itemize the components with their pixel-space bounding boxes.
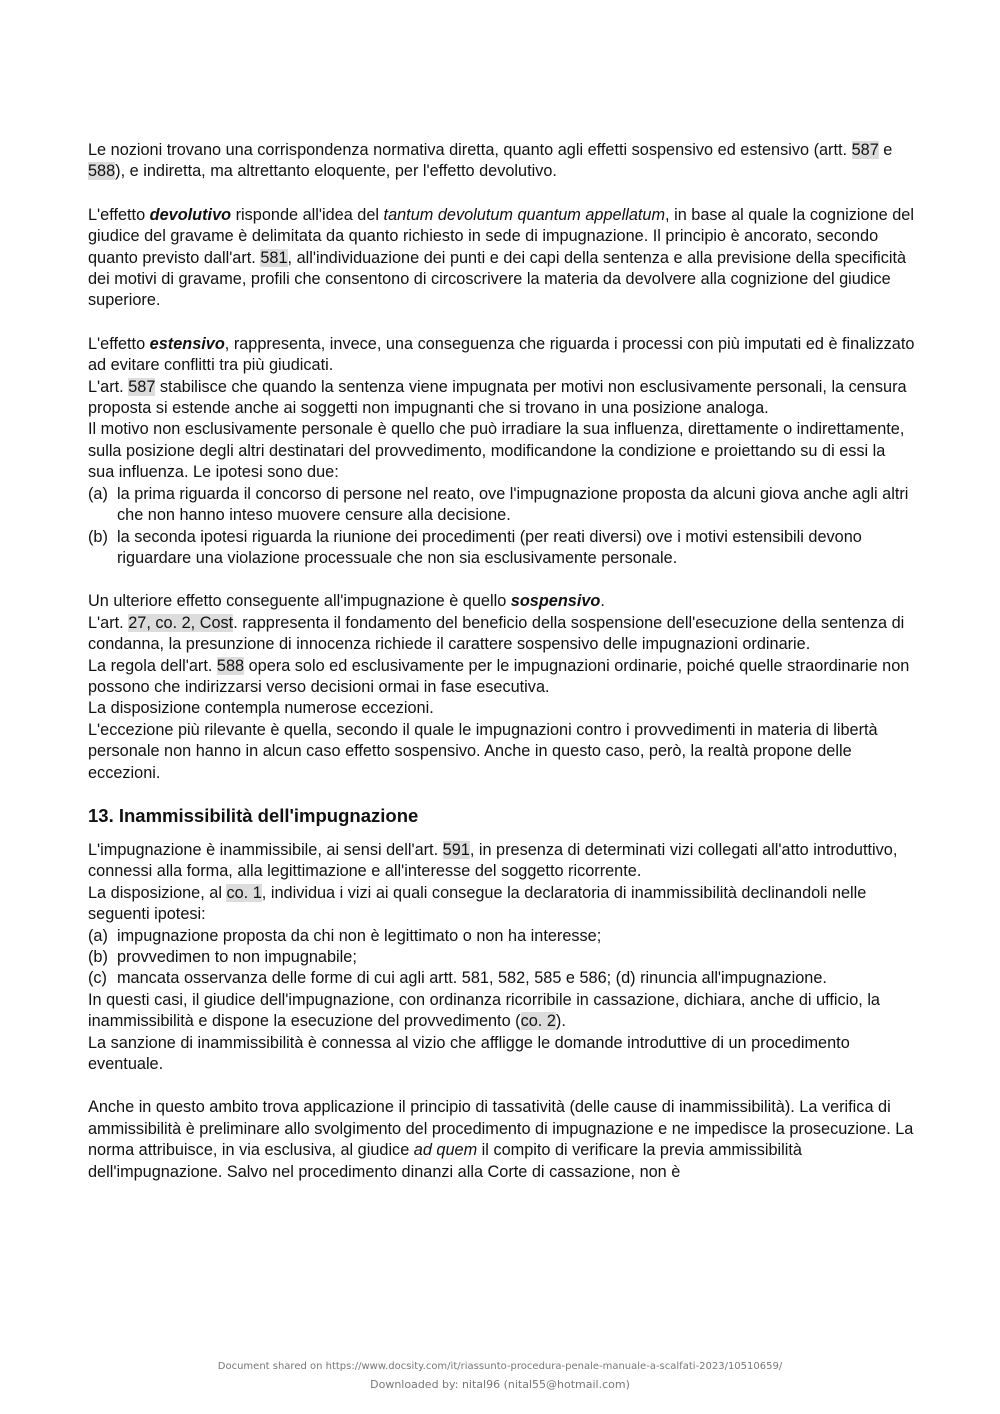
text: il compito di verificare la previa ammissibilità dell'impugnazione. Salvo nel procedimento dinanzi alla Corte di cassazione, non è	[88, 1141, 802, 1181]
text: L'effetto	[88, 205, 150, 224]
term-estensivo: estensivo	[149, 334, 225, 353]
list-text: la prima riguarda il concorso di persone nel reato, ove l'impugnazione proposta da alcuni giova anche agli altri che non hanno inteso muovere censure alla decisione.	[117, 484, 909, 525]
text: . rappresenta il fondamento del beneficio della sospensione dell'esecuzione della sentenza di condanna, la presunzione di innocenza richiede il carattere sospensivo delle impugnazioni ordinarie.	[88, 613, 905, 654]
text: .	[600, 592, 605, 611]
text: L'art.	[88, 377, 129, 396]
text: La regola dell'art.	[88, 656, 217, 675]
term-sospensivo: sospensivo	[510, 592, 601, 611]
text: In questi casi, il giudice dell'impugnazione, con ordinanza ricorribile in cassazione, dichiara, anche di ufficio, la inammissibilità e dispone la esecuzione del provvedimento (	[88, 990, 880, 1031]
latin-phrase: tantum devolutum quantum appellatum	[383, 205, 666, 224]
paragraph-motivo: Il motivo non esclusivamente personale è quello che può irradiare la sua influenza, direttamente o indirettamente, sulla posizione degli altri destinatari del provvedimento, modificandone la condizione e proiettando su di essi la sua influenza. Le ipotesi sono due:	[88, 420, 905, 482]
article-reference[interactable]: co. 1	[226, 883, 262, 902]
text: e	[878, 141, 893, 159]
list-text: impugnazione proposta da chi non è legittimato o non ha interesse;	[117, 926, 602, 945]
text: , in base al quale la cognizione del giudice del gravame è delimitata da quanto richiesto in sede di impugnazione. Il principio è ancorato, secondo quanto previsto dall'art.	[88, 205, 914, 267]
paragraph-sospensivo	[88, 591, 916, 612]
text: ).	[555, 1012, 566, 1031]
text: , rappresenta, invece, una conseguenza che riguarda i processi con più imputati ed è finalizzato ad evitare conflitti tra più giudicati.	[88, 334, 915, 375]
list-item	[88, 947, 916, 968]
text: , all'individuazione dei punti e dei capi della sentenza e alla previsione della specificità dei motivi di gravame, profili che consentono di circoscrivere la materia da devolvere alla cognizione del giudice superiore.	[88, 248, 907, 310]
text: ), e indiretta, ma altrettanto eloquente, per l'effetto devolutivo.	[115, 162, 557, 181]
paragraph-eccezioni: La disposizione contempla numerose eccezioni.	[88, 699, 434, 718]
list-label: (b)	[88, 527, 108, 546]
list-item	[88, 968, 916, 989]
article-reference[interactable]: 587	[128, 377, 156, 396]
text: opera solo ed esclusivamente per le impugnazioni ordinarie, poiché quelle straordinarie non possono che indirizzarsi verso decisioni ormai in fase esecutiva.	[88, 656, 910, 696]
paragraph-inammissibile	[88, 840, 916, 883]
article-reference[interactable]: 581	[260, 248, 288, 267]
paragraph-ordinanza	[88, 990, 916, 1033]
article-reference[interactable]: 591	[442, 840, 470, 859]
text: Le nozioni trovano una corrispondenza normativa diretta, quanto agli effetti sospensivo ed estensivo (artt.	[88, 141, 852, 159]
list-text: mancata osservanza delle forme di cui agli artt. 581, 582, 585 e 586; (d) rinuncia all'impugnazione.	[117, 969, 827, 988]
text: stabilisce che quando la sentenza viene impugnata per motivi non esclusivamente personali, la censura proposta si estende anche ai soggetti non impugnanti che si trovano in una posizione analoga.	[88, 377, 907, 418]
paragraph-disposizione	[88, 883, 916, 926]
article-reference[interactable]: co. 2	[520, 1012, 556, 1031]
paragraph-eccezione-rilevante: L'eccezione più rilevante è quella, secondo il quale le impugnazioni contro i provvedimenti in materia di libertà personale non hanno in alcun caso effetto sospensivo. Anche in questo caso, però, la realtà propone delle eccezioni.	[88, 720, 878, 782]
paragraph-art587	[88, 377, 916, 420]
document-body	[88, 140, 916, 1183]
list-item	[88, 527, 916, 570]
paragraph-sanzione: La sanzione di inammissibilità è connessa al vizio che affligge le domande introduttive di un procedimento eventuale.	[88, 1033, 850, 1074]
text: Un ulteriore effetto conseguente all'impugnazione è quello	[88, 592, 511, 611]
paragraph-estensivo	[88, 334, 916, 377]
text: L'effetto	[88, 334, 150, 353]
text: , individua i vizi ai quali consegue la declaratoria di inammissibilità declinandoli nelle seguenti ipotesi:	[88, 883, 867, 924]
list-label: (a)	[88, 926, 108, 945]
list-item	[88, 926, 916, 947]
text: Anche in questo ambito trova applicazione il principio di tassatività (delle cause di inammissibilità). La verifica di ammissibilità è preliminare allo svolgimento del procedimento di impugnazione e ne impedisce la prosecuzione. La norma attribuisce, in via esclusiva, al giudice	[88, 1098, 914, 1160]
paragraph-tassativita	[88, 1097, 916, 1183]
paragraph-devolutivo	[88, 205, 916, 312]
text: , in presenza di determinati vizi collegati all'atto introduttivo, connessi alla forma, alla legittimazione e all'interesse del soggetto ricorrente.	[88, 840, 898, 881]
article-reference[interactable]: 588	[216, 656, 245, 675]
paragraph-art588	[88, 656, 916, 699]
text: L'art.	[88, 613, 129, 632]
latin-phrase: ad quem	[413, 1141, 478, 1160]
paragraph-art27	[88, 613, 916, 656]
text: L'impugnazione è inammissibile, ai sensi dell'art.	[88, 840, 443, 859]
list-text: la seconda ipotesi riguarda la riunione dei procedimenti (per reati diversi) ove i motivi estensibili devono riguardare una violazione processuale che non sia esclusivamente personale.	[117, 527, 862, 567]
text: La disposizione, al	[88, 883, 227, 902]
footer-shared-link[interactable]: Document shared on https://www.docsity.com/it/riassunto-procedura-penale-manuale-a-scalfati-2023/10510659/	[217, 1361, 783, 1372]
paragraph-intro	[88, 140, 916, 183]
section-heading: 13. Inammissibilità dell'impugnazione	[88, 804, 419, 826]
article-reference[interactable]: 27, co. 2, Cost	[128, 613, 234, 632]
list-label: (a)	[88, 484, 108, 503]
list-label: (b)	[88, 948, 108, 966]
list-text: provvedimen to non impugnabile;	[117, 948, 357, 966]
list-label: (c)	[88, 969, 107, 988]
term-devolutivo: devolutivo	[149, 205, 232, 224]
list-item	[88, 484, 916, 527]
footer-downloaded-by: Downloaded by: nital96 (nital55@hotmail.com)	[370, 1378, 630, 1391]
text: risponde all'idea del	[231, 205, 384, 224]
article-reference[interactable]: 588	[88, 162, 116, 181]
article-reference[interactable]: 587	[851, 141, 879, 159]
